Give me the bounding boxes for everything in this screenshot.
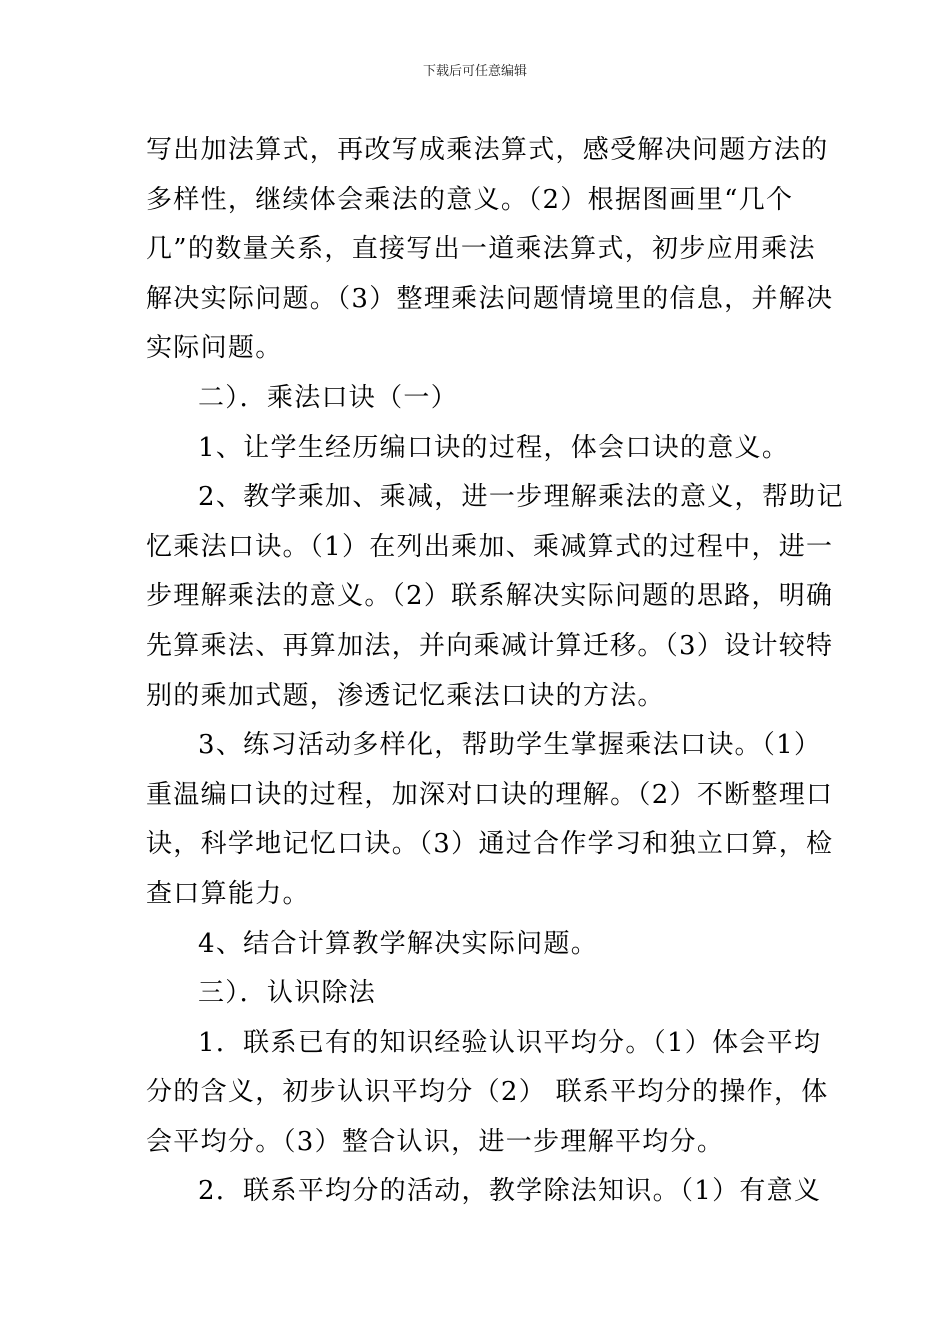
text-line: 先算乘法、再算加法，并向乘减计算迁移。（3）设计较特 bbox=[146, 630, 834, 661]
text-line: 查口算能力。 bbox=[146, 878, 310, 909]
text-line: 实际问题。 bbox=[146, 333, 283, 364]
text-line: 写出加法算式，再改写成乘法算式，感受解决问题方法的 bbox=[146, 135, 829, 165]
paragraph-start: 1．联系已有的知识经验认识平均分。（1）体会平均 bbox=[198, 1027, 822, 1058]
text-line: 多样性，继续体会乘法的意义。（2）根据图画里“几个 bbox=[146, 184, 794, 215]
text-line: 诀，科学地记忆口诀。（3）通过合作学习和独立口算，检 bbox=[146, 829, 834, 860]
text-line: 别的乘加式题，渗透记忆乘法口诀的方法。 bbox=[146, 680, 665, 711]
text-line: 重温编口诀的过程，加深对口诀的理解。（2）不断整理口 bbox=[146, 779, 834, 810]
paragraph-start: 3、练习活动多样化，帮助学生掌握乘法口诀。（1） bbox=[198, 730, 822, 761]
text-line: 忆乘法口诀。（1）在列出乘加、乘减算式的过程中，进一 bbox=[146, 531, 834, 562]
section-heading: 二）．乘法口诀（一） bbox=[198, 382, 459, 413]
paragraph-start: 2．联系平均分的活动，教学除法知识。（1）有意义 bbox=[198, 1176, 822, 1207]
text-line: 分的含义，初步认识平均分（2） 联系平均分的操作，体 bbox=[146, 1077, 829, 1108]
text-line: 步理解乘法的意义。（2）联系解决实际问题的思路，明确 bbox=[146, 581, 834, 612]
text-line: 几”的数量关系，直接写出一道乘法算式，初步应用乘法 bbox=[146, 234, 816, 265]
paragraph-start: 1、让学生经历编口诀的过程，体会口诀的意义。 bbox=[198, 432, 790, 463]
text-line: 解决实际问题。（3）整理乘法问题情境里的信息，并解决 bbox=[146, 283, 834, 314]
text-line: 会平均分。（3）整合认识，进一步理解平均分。 bbox=[146, 1126, 725, 1157]
paragraph-start: 4、结合计算教学解决实际问题。 bbox=[198, 928, 599, 959]
section-heading: 三）．认识除法 bbox=[198, 978, 377, 1009]
paragraph-start: 2、教学乘加、乘减，进一步理解乘法的意义，帮助记 bbox=[198, 482, 844, 513]
page-header: 下载后可任意编辑 bbox=[422, 64, 527, 79]
document-body bbox=[146, 126, 844, 1217]
